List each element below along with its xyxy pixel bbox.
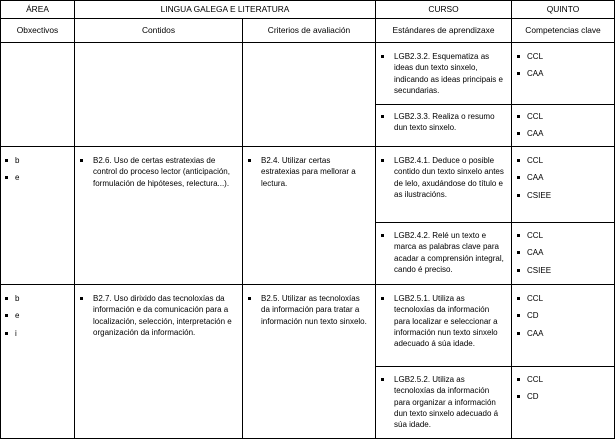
content-cell bbox=[75, 43, 243, 147]
objectives-cell bbox=[1, 43, 75, 147]
standard-item: LGB2.4.2. Relé un texto e marca as palabras clave para acadar a comprensión integral, cando é preciso. bbox=[394, 230, 507, 276]
content-item: B2.7. Uso dirixido das tecnoloxías da información e da comunicación para a localización, selección, interpretación e organización da información. bbox=[93, 293, 236, 339]
competence-item: CCL bbox=[527, 230, 614, 241]
course-label: CURSO bbox=[376, 1, 512, 19]
competence-item: CCL bbox=[527, 374, 614, 385]
objective-item: b bbox=[15, 293, 74, 304]
content-item: B2.6. Uso de certas estratexias de control do proceso lector (anticipación, formulación de hipóteses, relectura...). bbox=[93, 155, 236, 189]
criterion-cell bbox=[243, 284, 376, 438]
competence-item: CSIEE bbox=[527, 265, 614, 276]
competence-item: CAA bbox=[527, 128, 614, 139]
competence-item: CCL bbox=[527, 155, 614, 166]
standard-cell bbox=[376, 146, 512, 222]
col-objectives: Obxectivos bbox=[1, 19, 75, 43]
standard-item: LGB2.3.3. Realiza o resumo dun texto sinxelo. bbox=[394, 111, 507, 134]
competence-item: CAA bbox=[527, 68, 614, 79]
standard-cell bbox=[376, 105, 512, 147]
competences-cell bbox=[512, 146, 615, 222]
header-row-2 bbox=[1, 19, 615, 43]
competence-item: CCL bbox=[527, 51, 614, 62]
content-cell bbox=[75, 146, 243, 284]
criterion-item: B2.4. Utilizar certas estratexias para mellorar a lectura. bbox=[261, 155, 369, 189]
col-competences: Competencias clave bbox=[512, 19, 615, 43]
criterion-item: B2.5. Utilizar as tecnoloxías da información para tratar a información nun texto sinxelo. bbox=[261, 293, 369, 327]
competences-cell bbox=[512, 366, 615, 438]
competence-item: CD bbox=[527, 391, 614, 402]
competence-item: CAA bbox=[527, 247, 614, 258]
course-value: QUINTO bbox=[512, 1, 615, 19]
col-criteria: Criterios de avaliación bbox=[243, 19, 376, 43]
competences-cell bbox=[512, 43, 615, 105]
standard-cell bbox=[376, 284, 512, 366]
standard-item: LGB2.5.2. Utiliza as tecnoloxías da información para organizar a información dun texto sinxelo adecuado á súa idade. bbox=[394, 374, 507, 431]
competence-item: CSIEE bbox=[527, 190, 614, 201]
competences-cell bbox=[512, 222, 615, 284]
subject-title: LINGUA GALEGA E LITERATURA bbox=[75, 1, 376, 19]
competence-item: CCL bbox=[527, 111, 614, 122]
standard-cell bbox=[376, 222, 512, 284]
competence-item: CCL bbox=[527, 293, 614, 304]
competences-cell bbox=[512, 284, 615, 366]
objective-item: b bbox=[15, 155, 74, 166]
standard-cell bbox=[376, 366, 512, 438]
standard-item: LGB2.3.2. Esquematiza as ideas dun texto sinxelo, indicando as ideas principais e secundarias. bbox=[394, 51, 507, 97]
standard-item: LGB2.5.1. Utiliza as tecnoloxías da información para localizar e seleccionar a información nun texto sinxelo adecuado á súa idade. bbox=[394, 293, 507, 350]
content-cell bbox=[75, 284, 243, 438]
area-label: ÁREA bbox=[1, 1, 75, 19]
col-standards: Estándares de aprendizaxe bbox=[376, 19, 512, 43]
header-row-1 bbox=[1, 1, 615, 19]
objective-item: e bbox=[15, 172, 74, 183]
table-row bbox=[1, 146, 615, 222]
table-row bbox=[1, 284, 615, 366]
objective-item: i bbox=[15, 328, 74, 339]
competence-item: CAA bbox=[527, 328, 614, 339]
table-row bbox=[1, 43, 615, 105]
objectives-cell bbox=[1, 284, 75, 438]
standard-item: LGB2.4.1. Deduce o posible contido dun texto sinxelo antes de lelo, axudándose do título e as ilustracións. bbox=[394, 155, 507, 201]
competence-item: CD bbox=[527, 310, 614, 321]
standard-cell bbox=[376, 43, 512, 105]
competences-cell bbox=[512, 105, 615, 147]
col-contents: Contidos bbox=[75, 19, 243, 43]
objectives-cell bbox=[1, 146, 75, 284]
competence-item: CAA bbox=[527, 172, 614, 183]
criterion-cell bbox=[243, 43, 376, 147]
objective-item: e bbox=[15, 310, 74, 321]
criterion-cell bbox=[243, 146, 376, 284]
